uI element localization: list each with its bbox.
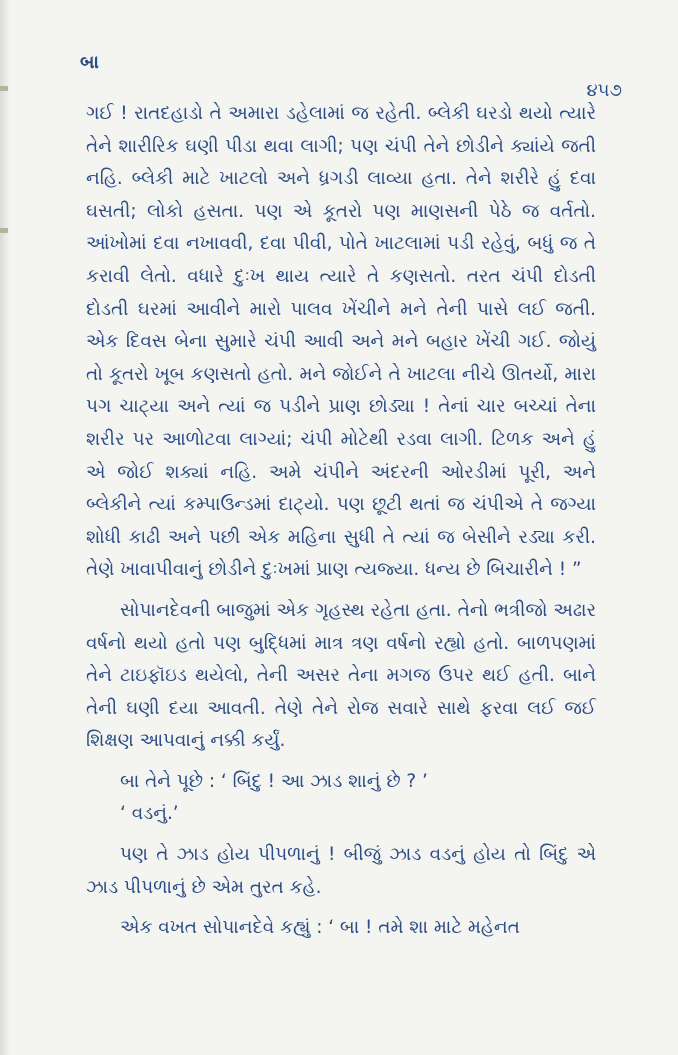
dialog-line-answer: ‘ વડનું.’ bbox=[120, 803, 179, 825]
paragraph-sopandev-question: એક વખત સોપાનદેવે કહ્યું : ‘ બા ! તમે શા માટે મહેનત bbox=[120, 917, 520, 939]
dialog-line-question: બા તેને પૂછે : ‘ બિંદુ ! આ ઝાડ શાનું છે ? ’ bbox=[120, 770, 428, 792]
margin-mark bbox=[0, 228, 8, 233]
running-title: બા bbox=[80, 52, 99, 73]
page-body bbox=[86, 98, 596, 953]
page-number: ૪૫૭ bbox=[586, 80, 622, 101]
paragraph-bindu-intro: સોપાનદેવની બાજુમાં એક ગૃહસ્થ રહેતા હતા. તેનો ભત્રીજો અઢાર વર્ષનો થયો હતો પણ બુદ્ધિમાં માત્ર ત્રણ વર્ષનો રહ્યો હતો. બાળપણમાં તેને ટાઇફૉઇડ થયેલો, તેની અસર તેના મગજ ઉપર થઈ હતી. બાને તેની ઘણી દયા આવતી. તેણે તેને રોજ સવારે સાથે ફરવા લઈ જઈ શિક્ષણ આપવાનું નક્કી કર્યું. bbox=[86, 599, 596, 752]
paragraph-dog-story: ગઈ ! રાતદહાડો તે અમારા ડહેલામાં જ રહેતી. બ્લેકી ઘરડો થયો ત્યારે તેને શારીરિક ઘણી પીડા થવા લાગી; પણ ચંપી તેને છોડીને ક્યાંયે જતી નહિ. બ્લેકી માટે ખાટલો અને ધ્રગડી લાવ્યા હતા. તેને શરીરે હું દવા ઘસતી; લોકો હસતા. પણ એ કૂતરો પણ માણસની પેઠે જ વર્તતો. આંખોમાં દવા નખાવવી, દવા પીવી, પોતે ખાટલામાં પડી રહેવું, બધું જ તે કરાવી લેતો. વધારે દુઃખ થાય ત્યારે તે કણસતો. તરત ચંપી દોડતી દોડતી ઘરમાં આવીને મારો પાલવ ખેંચીને મને તેની પાસે લઈ જતી. એક દિવસ બેના સુમારે ચંપી આવી અને મને બહાર ખેંચી ગઈ. જોયું તો કૂતરો ખૂબ કણસતો હતો. મને જોઈને તે ખાટલા નીચે ઊતર્યો, મારા પગ ચાટ્યા અને ત્યાં જ પડીને પ્રાણ છોડ્યા ! તેનાં ચાર બચ્ચાં તેના શરીર પર આળોટવા લાગ્યાં; ચંપી મોટેથી રડવા લાગી. ટિળક અને હું એ જોઈ શક્યાં નહિ. અમે ચંપીને અંદરની ઓરડીમાં પૂરી, અને બ્લેકીને ત્યાં કમ્પાઉન્ડમાં દાટ્યો. પણ છૂટી થતાં જ ચંપીએ તે જગ્યા શોધી કાઢી અને પછી એક મહિના સુધી તે ત્યાં જ બેસીને રડ્યા કરી. તેણે ખાવાપીવાનું છોડીને દુઃખમાં પ્રાણ ત્યજ્યા. ધન્ય છે બિચારીને ! ” bbox=[86, 103, 596, 581]
paragraph-peepal-tree: પણ તે ઝાડ હોય પીપળાનું ! બીજું ઝાડ વડનું હોય તો બિંદુ એ ઝાડ પીપળાનું છે એમ તુરત કહે. bbox=[86, 844, 596, 898]
page-edge-shadow bbox=[0, 0, 10, 1055]
page-header bbox=[0, 48, 678, 101]
